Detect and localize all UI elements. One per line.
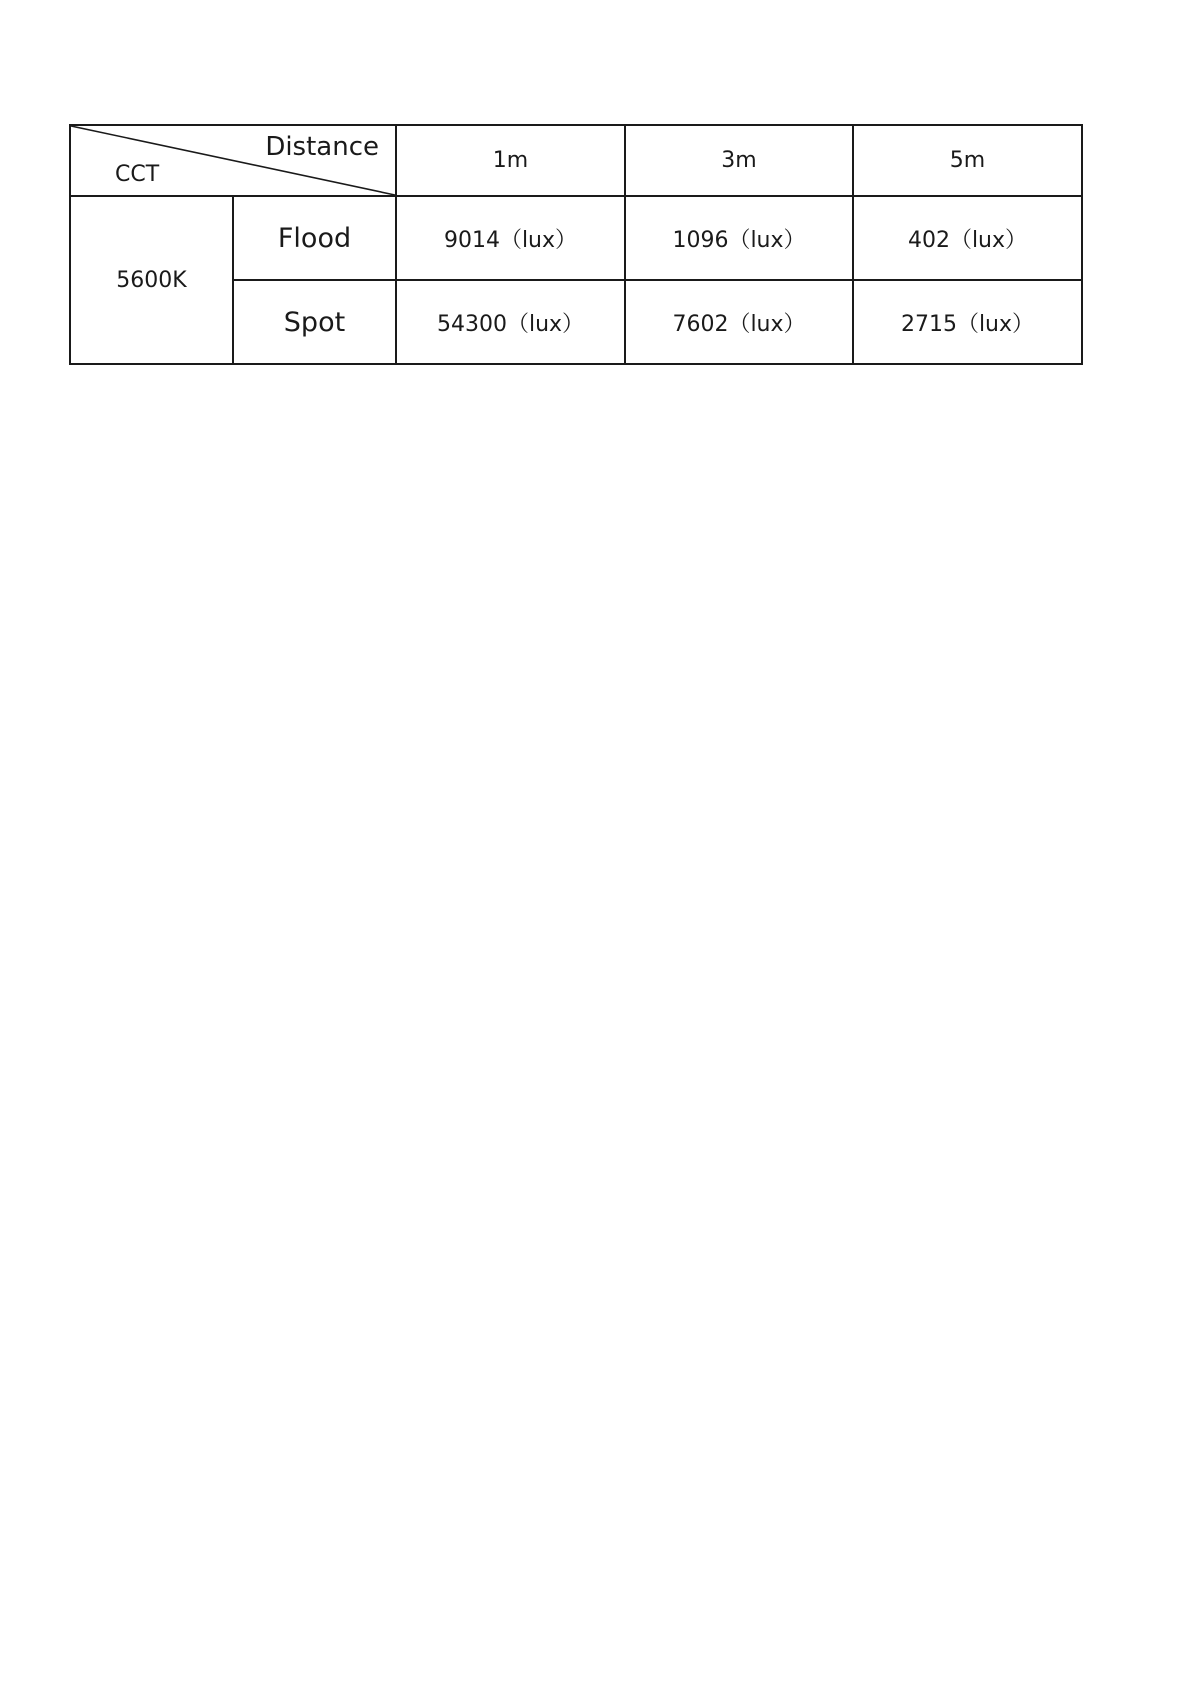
illuminance-table	[69, 124, 1083, 365]
distance-header-1m: 1m	[396, 125, 625, 196]
table-header-row	[70, 125, 1082, 196]
table-row-flood	[70, 196, 1082, 280]
cct-axis-label: CCT	[115, 162, 160, 187]
lux-cell: 402（lux）	[853, 196, 1082, 280]
lux-cell: 9014（lux）	[396, 196, 625, 280]
mode-label-spot: Spot	[233, 280, 396, 364]
lux-cell: 2715（lux）	[853, 280, 1082, 364]
mode-label-flood: Flood	[233, 196, 396, 280]
lux-cell: 54300（lux）	[396, 280, 625, 364]
distance-header-5m: 5m	[853, 125, 1082, 196]
corner-header-cell	[70, 125, 396, 196]
lux-cell: 7602（lux）	[625, 280, 853, 364]
lux-cell: 1096（lux）	[625, 196, 853, 280]
cct-value-cell: 5600K	[70, 196, 233, 364]
distance-header-3m: 3m	[625, 125, 853, 196]
distance-axis-label: Distance	[265, 132, 379, 162]
